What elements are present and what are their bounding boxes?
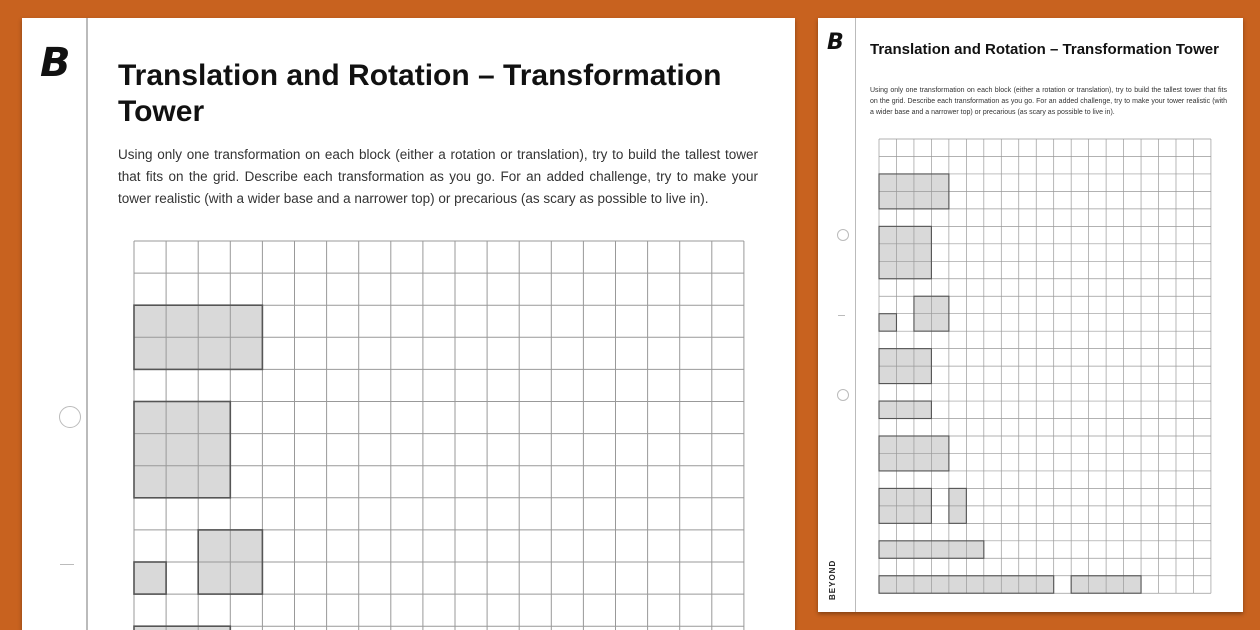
brand-label: BEYOND	[828, 559, 837, 600]
beyond-logo-icon: B	[40, 40, 71, 86]
grid-block	[134, 562, 166, 594]
worksheet-description: Using only one transformation on each block (either a rotation or translation), try to build the tallest tower that fits on the grid. Describe each transformation as you go. For an added challenge, try to make your tower realistic (with a wider base and a narrower top) or precarious (as scary as possible to live in).	[118, 147, 758, 206]
worksheet-title: Translation and Rotation – Transformation Tower	[118, 59, 722, 128]
worksheet-title: Translation and Rotation – Transformation Tower	[870, 41, 1219, 58]
beyond-logo-icon: B	[827, 30, 844, 55]
punch-hole	[837, 389, 849, 401]
margin-line	[855, 18, 856, 612]
transformation-grid	[133, 240, 745, 630]
worksheet-description: Using only one transformation on each block (either a rotation or translation), try to build the tallest tower that fits on the grid. Describe each transformation as you go. For an added challenge, try to make your tower realistic (with a wider base and a narrower top) or precarious (as scary as possible to live in).	[870, 87, 1227, 116]
margin-line	[86, 18, 88, 630]
transformation-grid	[878, 138, 1212, 595]
fold-mark	[838, 315, 845, 316]
punch-hole	[59, 406, 81, 428]
grid-block	[879, 401, 931, 418]
punch-hole	[837, 229, 849, 241]
grid-block	[879, 314, 896, 331]
grid-block	[134, 402, 230, 498]
fold-mark	[60, 564, 74, 565]
worksheet-preview-small	[818, 18, 1243, 612]
grid-block	[879, 226, 931, 278]
worksheet-preview-large	[22, 18, 795, 630]
